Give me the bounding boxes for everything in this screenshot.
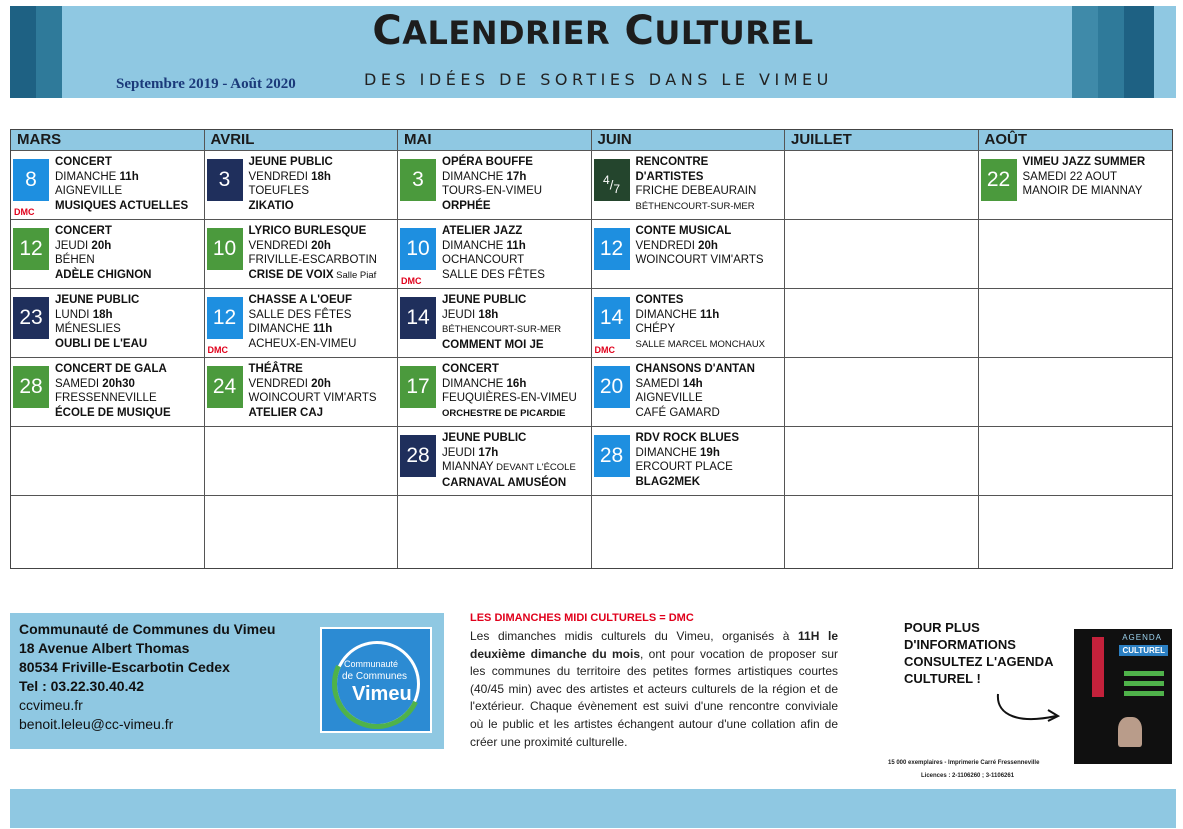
- event-line: CHANSONS D'ANTAN: [635, 363, 755, 375]
- event-line: DIMANCHE 17h: [442, 170, 527, 183]
- event-cell[interactable]: [11, 289, 204, 358]
- event-line: D'ARTISTES: [635, 170, 704, 183]
- event-details: [1023, 155, 1171, 199]
- event-cell[interactable]: [592, 427, 785, 496]
- event-cell[interactable]: [592, 289, 785, 358]
- event-line: CONTES: [635, 294, 684, 306]
- event-date-badge: 14: [594, 297, 630, 339]
- event-date-badge: 28: [400, 435, 436, 477]
- event-line: DIMANCHE 11h: [248, 323, 333, 335]
- dmc-badge: DMC: [207, 345, 228, 355]
- agenda-cover-subtitle: CULTUREL: [1119, 645, 1168, 656]
- event-line: SALLE MARCEL MONCHAUX: [635, 338, 766, 350]
- event-details: [442, 224, 589, 282]
- event-cell[interactable]: [979, 151, 1173, 220]
- event-date-badge: 28: [13, 366, 49, 408]
- agenda-cover-image[interactable]: [1074, 629, 1172, 764]
- event-line: ATELIER JAZZ: [442, 225, 523, 237]
- event-line: ORPHÉE: [442, 199, 491, 212]
- event-line: SALLE DES FÊTES: [248, 308, 352, 321]
- event-line: LUNDI 18h: [55, 308, 113, 321]
- dmc-badge: DMC: [14, 207, 35, 217]
- event-cell[interactable]: [592, 151, 785, 220]
- logo-text-1: Communauté: [344, 659, 399, 669]
- dmc-badge: DMC: [594, 345, 615, 355]
- agenda-menu-bar-3: [1124, 691, 1164, 696]
- event-details: [249, 224, 396, 283]
- event-line: BÉTHENCOURT-SUR-MER: [635, 200, 755, 212]
- event-line: TOEUFLES: [248, 185, 309, 197]
- event-line: CONCERT: [442, 363, 499, 375]
- agenda-cover-title: AGENDA: [1122, 633, 1162, 642]
- event-line: AIGNEVILLE: [635, 392, 703, 404]
- event-line: FRICHE DEBEAURAIN: [635, 185, 757, 197]
- empty-cell: [592, 496, 785, 567]
- event-line: JEUNE PUBLIC: [55, 294, 140, 306]
- empty-cell: [205, 427, 398, 496]
- event-line: ZIKATIO: [248, 199, 294, 212]
- event-line: VIMEU JAZZ SUMMER: [1022, 156, 1146, 168]
- event-line: CARNAVAL AMUSÉON: [442, 476, 567, 489]
- event-line: VENDREDI 20h: [248, 239, 331, 252]
- event-line: DIMANCHE 11h: [55, 170, 139, 183]
- event-line: OUBLI DE L'EAU: [55, 337, 148, 350]
- org-name: Communauté de Communes du Vimeu: [19, 621, 276, 637]
- event-details: [55, 293, 202, 351]
- event-line: FRIVILLE-ESCARBOTIN: [248, 254, 377, 266]
- event-date-badge: $^4/_7$: [594, 159, 630, 201]
- event-line: CHÉPY: [635, 323, 676, 335]
- empty-cell: [11, 496, 204, 567]
- event-date-badge: 24: [207, 366, 243, 408]
- page-title: CALENDRIER CULTUREL: [372, 8, 814, 54]
- empty-cell: [979, 496, 1173, 567]
- event-date-badge: 10: [207, 228, 243, 270]
- empty-cell: [398, 496, 591, 567]
- event-line: CONCERT: [55, 156, 112, 168]
- event-cell[interactable]: [592, 220, 785, 289]
- event-line: VENDREDI 20h: [635, 239, 718, 252]
- org-city: 80534 Friville-Escarbotin Cedex: [19, 659, 230, 675]
- empty-cell: [785, 289, 978, 358]
- event-cell[interactable]: [205, 358, 398, 427]
- event-line: ADÈLE CHIGNON: [55, 268, 152, 281]
- agenda-performer-figure: [1118, 717, 1142, 747]
- month-header: JUILLET: [785, 130, 978, 151]
- event-line: CONCERT DE GALA: [55, 363, 167, 375]
- empty-cell: [785, 358, 978, 427]
- month-header: MARS: [11, 130, 204, 151]
- empty-cell: [785, 427, 978, 496]
- event-line: LYRICO BURLESQUE: [248, 225, 367, 237]
- month-header: AOÛT: [979, 130, 1173, 151]
- period-label: Septembre 2019 - Août 2020: [116, 76, 296, 92]
- event-line: JEUNE PUBLIC: [248, 156, 333, 168]
- event-details: [636, 431, 783, 489]
- month-column-juillet: [785, 130, 979, 568]
- event-line: ORCHESTRE DE PICARDIE: [442, 407, 566, 419]
- event-line: WOINCOURT VIM'ARTS: [635, 254, 764, 266]
- event-cell[interactable]: [205, 289, 398, 358]
- event-date-badge: 20: [594, 366, 630, 408]
- org-email-link[interactable]: benoit.leleu@cc-vimeu.fr: [19, 716, 174, 732]
- agenda-menu-bar-2: [1124, 681, 1164, 686]
- event-line: BLAG2MEK: [635, 475, 701, 488]
- event-date-badge: 14: [400, 297, 436, 339]
- month-column-avril: [205, 130, 399, 568]
- event-cell[interactable]: [205, 151, 398, 220]
- event-details: [636, 293, 783, 352]
- tagline: DES IDÉES DE SORTIES DANS LE VIMEU: [364, 70, 833, 89]
- event-date-badge: 12: [594, 228, 630, 270]
- event-cell[interactable]: [11, 220, 204, 289]
- event-details: [636, 155, 783, 214]
- license-info: Licences : 2-1106260 ; 3-1106261: [921, 773, 1015, 779]
- month-header: AVRIL: [205, 130, 398, 151]
- event-line: VENDREDI 18h: [248, 170, 331, 183]
- event-line: JEUDI 18h: [442, 308, 499, 321]
- agenda-neon-sign: [1092, 637, 1104, 697]
- event-line: DIMANCHE 11h: [635, 308, 720, 321]
- empty-cell: [979, 289, 1173, 358]
- event-cell[interactable]: [205, 220, 398, 289]
- event-details: [249, 362, 396, 420]
- event-line: CAFÉ GAMARD: [635, 406, 720, 419]
- event-line: OPÉRA BOUFFE: [442, 156, 533, 168]
- event-date-badge: 23: [13, 297, 49, 339]
- agenda-menu-bar-1: [1124, 671, 1164, 676]
- event-details: [442, 155, 589, 213]
- event-details: [249, 155, 396, 213]
- calendar-grid: [10, 129, 1173, 569]
- event-details: [55, 155, 202, 213]
- empty-cell: [979, 220, 1173, 289]
- event-line: BÉHEN: [55, 254, 95, 266]
- event-line: DIMANCHE 11h: [442, 239, 526, 252]
- event-date-badge: 10: [400, 228, 436, 270]
- dmc-description: Les dimanches midis culturels du Vimeu, organisés à 11H le deuxième dimanche du mois, ont pour vocation de proposer sur les communes du territoire des petites formes artistiques courtes (40/45 min) avec des artistes et acteurs culturels de la région et de l'extérieur. Chaque évènement est suivi d'une rencontre conviviale où le public et les artistes échangent autour d'une collation afin de créer une proximité culturelle.: [470, 629, 838, 749]
- event-cell[interactable]: [398, 220, 591, 289]
- event-line: WOINCOURT VIM'ARTS: [248, 392, 377, 404]
- event-line: DIMANCHE 19h: [635, 446, 720, 459]
- event-cell[interactable]: [398, 151, 591, 220]
- event-details: [636, 224, 783, 268]
- event-cell[interactable]: [398, 427, 591, 496]
- event-line: DIMANCHE 16h: [442, 377, 527, 390]
- event-date-badge: 28: [594, 435, 630, 477]
- empty-cell: [785, 151, 978, 220]
- event-line: MANOIR DE MIANNAY: [1022, 185, 1143, 197]
- empty-cell: [785, 496, 978, 567]
- event-details: [636, 362, 783, 420]
- empty-cell: [979, 427, 1173, 496]
- org-street: 18 Avenue Albert Thomas: [19, 640, 190, 656]
- event-line: AIGNEVILLE: [55, 185, 123, 197]
- month-column-mai: [398, 130, 592, 568]
- logo-text-3: Vimeu: [352, 683, 412, 705]
- dmc-title: LES DIMANCHES MIDI CULTURELS = DMC: [470, 612, 694, 624]
- event-details: [442, 431, 589, 490]
- event-line: SAMEDI 22 AOUT: [1022, 170, 1118, 183]
- event-cell[interactable]: [11, 151, 204, 220]
- empty-cell: [11, 427, 204, 496]
- event-line: SALLE DES FÊTES: [442, 268, 545, 281]
- print-info: 15 000 exemplaires - Imprimerie Carré Fressenneville: [888, 760, 1040, 766]
- empty-cell: [205, 496, 398, 567]
- event-line: VENDREDI 20h: [248, 377, 331, 390]
- event-date-badge: 3: [207, 159, 243, 201]
- vimeu-logo: [320, 627, 432, 733]
- event-line: BÉTHENCOURT-SUR-MER: [442, 324, 562, 335]
- more-info-callout: POUR PLUS D'INFORMATIONS CONSULTEZ L'AGENDA CULTUREL !: [904, 620, 1054, 686]
- event-details: [442, 293, 589, 352]
- empty-cell: [979, 358, 1173, 427]
- curved-arrow-icon: [990, 690, 1070, 730]
- event-line: JEUNE PUBLIC: [442, 294, 527, 306]
- event-line: FEUQUIÈRES-EN-VIMEU: [442, 392, 577, 404]
- event-line: ÉCOLE DE MUSIQUE: [55, 406, 171, 419]
- event-line: ACHEUX-EN-VIMEU: [248, 337, 357, 350]
- event-line: TOURS-EN-VIMEU: [442, 185, 543, 197]
- dmc-badge: DMC: [401, 276, 422, 286]
- event-line: JEUNE PUBLIC: [442, 432, 527, 444]
- event-line: ATELIER CAJ: [248, 406, 324, 419]
- event-cell[interactable]: [398, 358, 591, 427]
- footer-band: [10, 789, 1176, 828]
- event-line: RENCONTRE: [635, 156, 709, 168]
- event-line: JEUDI 17h: [442, 446, 499, 459]
- event-date-badge: 12: [207, 297, 243, 339]
- event-line: ERCOURT PLACE: [635, 461, 733, 473]
- event-details: [249, 293, 396, 351]
- event-details: [55, 362, 202, 420]
- event-date-badge: 12: [13, 228, 49, 270]
- org-phone: Tel : 03.22.30.40.42: [19, 678, 145, 694]
- event-date-badge: 22: [981, 159, 1017, 201]
- org-website-link[interactable]: ccvimeu.fr: [19, 697, 83, 713]
- month-column-mars: [11, 130, 205, 568]
- logo-text-2: de Communes: [342, 671, 408, 682]
- month-header: JUIN: [592, 130, 785, 151]
- event-line: SAMEDI 20h30: [55, 377, 135, 390]
- event-details: [55, 224, 202, 282]
- header-banner: [10, 6, 1176, 98]
- event-cell[interactable]: [398, 289, 591, 358]
- event-date-badge: 3: [400, 159, 436, 201]
- event-line: FRESSENNEVILLE: [55, 392, 157, 404]
- month-header: MAI: [398, 130, 591, 151]
- event-date-badge: 8: [13, 159, 49, 201]
- event-line: CONTE MUSICAL: [635, 225, 732, 237]
- empty-cell: [785, 220, 978, 289]
- event-line: MIANNAY DEVANT L'ÉCOLE: [442, 461, 576, 473]
- event-line: CRISE DE VOIX Salle Piaf: [248, 268, 377, 281]
- event-line: CHASSE A L'OEUF: [248, 294, 352, 306]
- event-line: CONCERT: [55, 225, 112, 237]
- month-column-juin: [592, 130, 786, 568]
- month-column-août: [979, 130, 1173, 568]
- event-date-badge: 17: [400, 366, 436, 408]
- event-cell[interactable]: [592, 358, 785, 427]
- contact-box: [10, 613, 444, 749]
- event-details: [442, 362, 589, 421]
- event-line: MUSIQUES ACTUELLES: [55, 199, 189, 212]
- event-line: JEUDI 20h: [55, 239, 112, 252]
- event-line: MÉNESLIES: [55, 323, 121, 335]
- event-line: COMMENT MOI JE: [442, 338, 544, 351]
- event-cell[interactable]: [11, 358, 204, 427]
- event-line: SAMEDI 14h: [635, 377, 703, 390]
- event-line: THÉÂTRE: [248, 363, 303, 375]
- event-line: RDV ROCK BLUES: [635, 432, 740, 444]
- event-line: OCHANCOURT: [442, 254, 525, 266]
